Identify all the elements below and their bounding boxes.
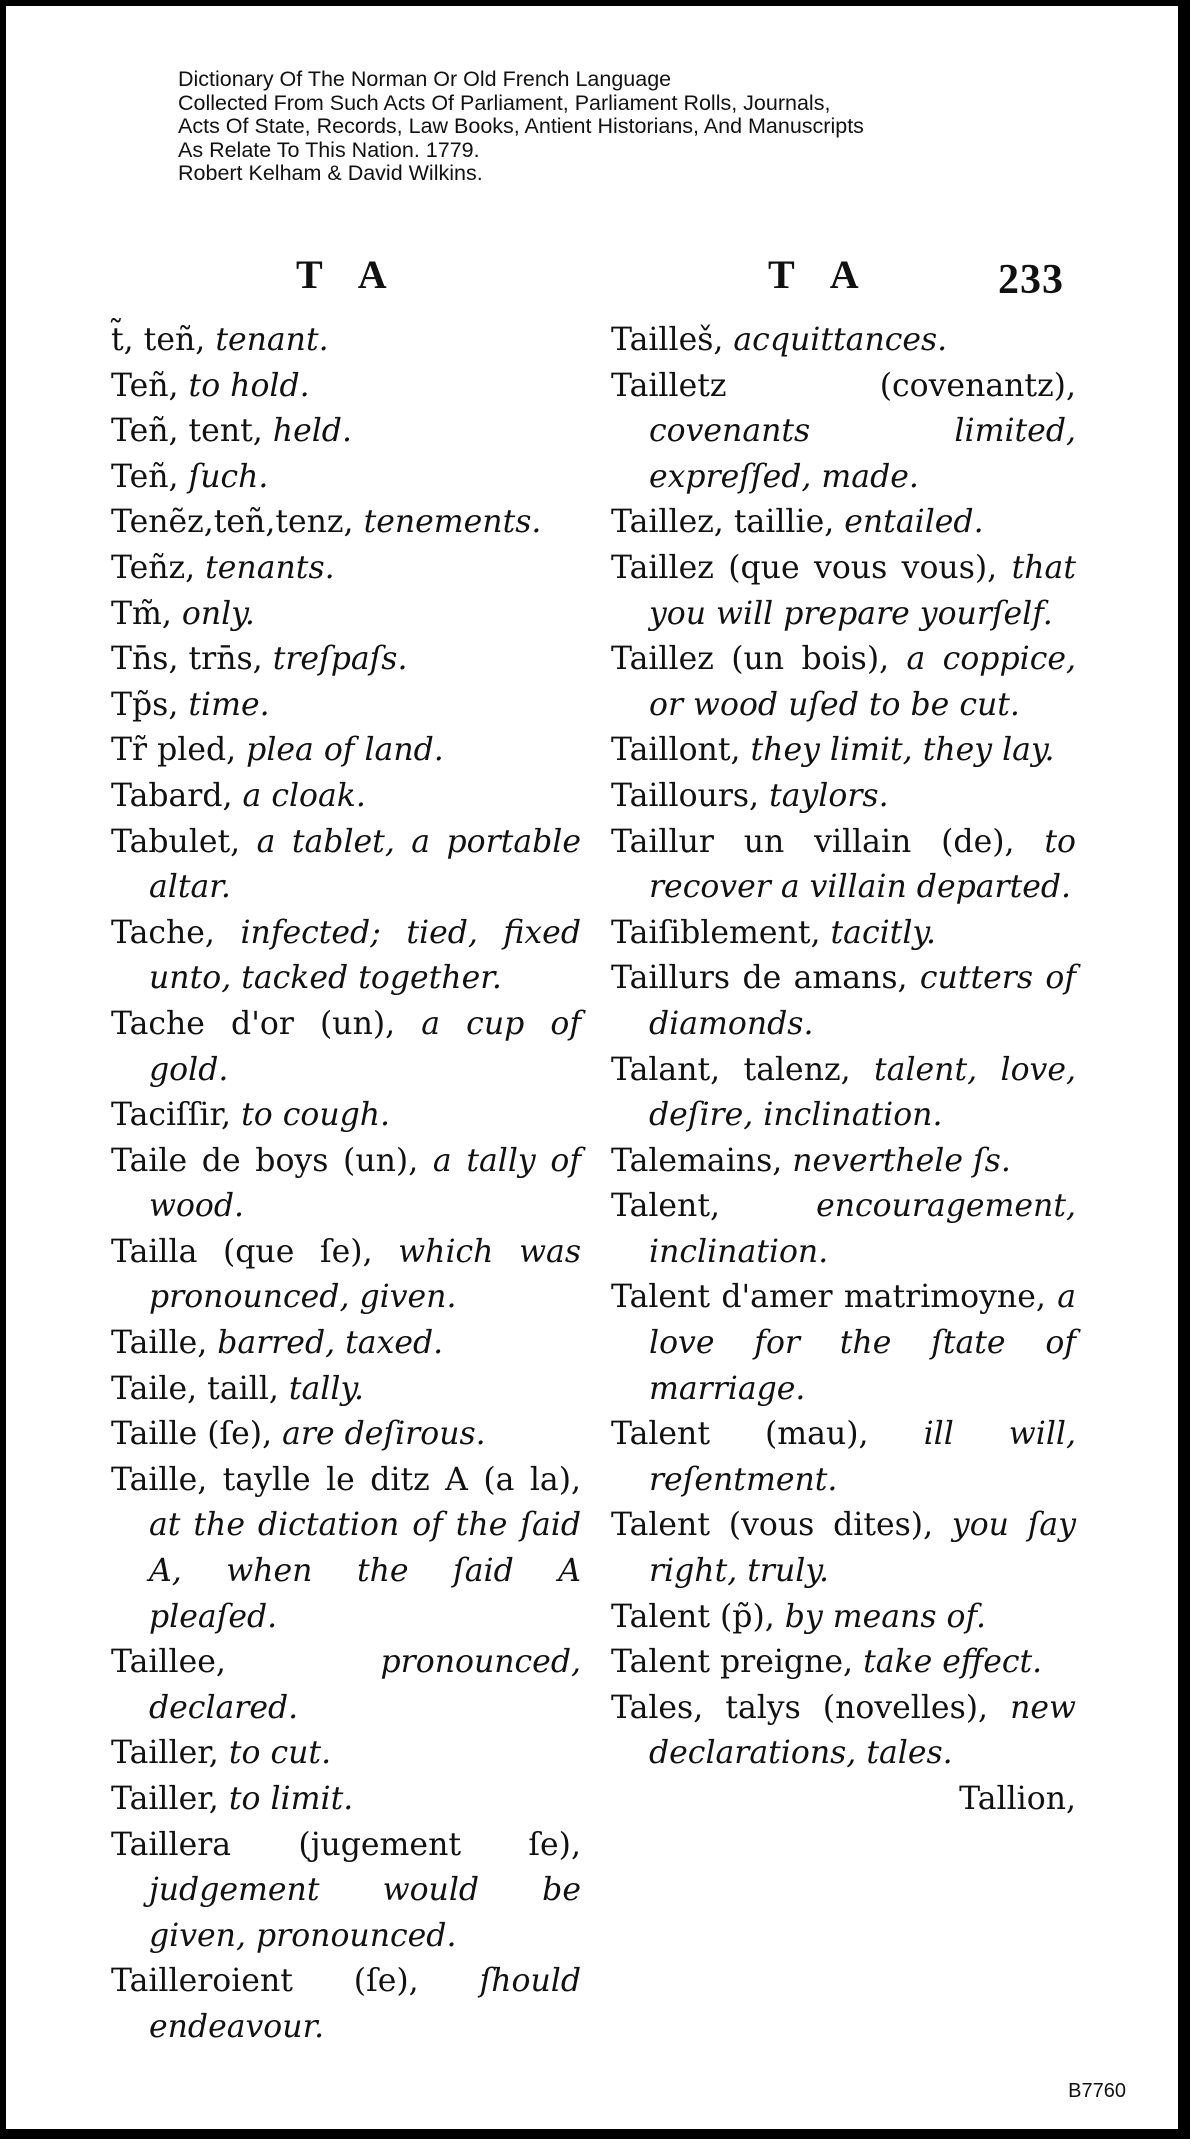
definition: ſuch. <box>188 458 269 495</box>
definition: tenant. <box>215 322 329 358</box>
dictionary-entry <box>111 318 581 364</box>
headword: Tp̃s, <box>111 686 189 723</box>
definition: ſhould endeavour. <box>149 1963 581 2045</box>
dictionary-entry <box>111 500 581 546</box>
definition: tacitly. <box>830 914 937 951</box>
headword: Tache, <box>111 914 241 951</box>
definition: neverthele ſs. <box>792 1142 1011 1179</box>
source-caption <box>178 68 864 186</box>
definition: at the dictation of the ſaid A, when the ſaid A pleaſed. <box>149 1507 581 1635</box>
definition: pronounced, declared. <box>149 1644 581 1726</box>
headword: Taile, taill, <box>111 1370 289 1407</box>
headword: Talent preigne, <box>611 1644 864 1681</box>
left-running-head: T A <box>296 252 401 297</box>
definition: time. <box>188 686 270 723</box>
dictionary-entry <box>611 911 1076 957</box>
headword: Tenẽz,teñ,tenz, <box>111 504 364 541</box>
dictionary-entry <box>611 774 1076 820</box>
dictionary-entry <box>611 1139 1076 1185</box>
dictionary-entry <box>111 1640 581 1731</box>
dictionary-entry <box>111 683 581 729</box>
definition: to cough. <box>241 1097 391 1134</box>
headword: Tailla (que ſe), <box>111 1233 399 1270</box>
right-column <box>611 318 1076 1823</box>
dictionary-entry <box>111 1458 581 1640</box>
definition: a coppice, or wood uſed to be cut. <box>649 641 1076 723</box>
dictionary-entry <box>111 1731 581 1777</box>
dictionary-entry <box>111 546 581 592</box>
dictionary-entry <box>611 500 1076 546</box>
definition: a tally of wood. <box>149 1142 581 1225</box>
dictionary-entry <box>611 1184 1076 1275</box>
definition: by means of. <box>784 1598 987 1635</box>
definition: barred, taxed. <box>217 1325 444 1362</box>
headword: Tabulet, <box>111 823 257 860</box>
headword: Talent d'amer matrimoyne, <box>611 1279 1058 1316</box>
headword: Taillez (que vous vous), <box>611 549 1012 586</box>
headword: Tabard, <box>111 777 243 814</box>
dictionary-entry <box>111 1230 581 1321</box>
definition: encouragement, inclination. <box>649 1188 1076 1270</box>
definition: tenants. <box>205 549 335 586</box>
dictionary-entry <box>111 592 581 638</box>
headword: Tailler, <box>111 1735 229 1772</box>
page-frame <box>6 6 1178 2129</box>
headword: Teñ, tent, <box>111 413 273 450</box>
dictionary-entry <box>611 1275 1076 1412</box>
headword: Tailleš, <box>611 322 734 358</box>
dictionary-entry <box>111 1959 581 2050</box>
definition: a cloak. <box>242 777 366 814</box>
definition: to recover a villain departed. <box>649 823 1076 906</box>
definition: cutters of diamonds. <box>649 960 1076 1042</box>
definition: they limit, they lay. <box>750 732 1055 769</box>
dictionary-entry <box>611 820 1076 911</box>
dictionary-entry <box>611 728 1076 774</box>
dictionary-entry <box>111 1093 581 1139</box>
headword: Tailletz (covenantz), <box>611 367 1076 404</box>
headword: Taillont, <box>611 732 751 769</box>
dictionary-entry <box>611 318 1076 364</box>
headword: Taillurs de amans, <box>611 960 920 997</box>
dictionary-entry <box>611 1595 1076 1641</box>
definition: take effect. <box>863 1644 1043 1681</box>
definition: you ſay right, truly. <box>649 1507 1077 1590</box>
headword: t̃, teñ, <box>111 322 216 358</box>
dictionary-entry <box>111 1823 581 1960</box>
dictionary-entry <box>611 956 1076 1047</box>
caption-line: Acts Of State, Records, Law Books, Antient Historians, And Manuscripts <box>178 114 864 138</box>
definition: talent, love, deſire, inclination. <box>649 1051 1076 1134</box>
definition: which was pronounced, given. <box>149 1233 581 1316</box>
headword: Tailler, <box>111 1781 229 1817</box>
definition: a tablet, a portable altar. <box>149 823 581 906</box>
headword: Teñz, <box>111 549 206 586</box>
headword: Tache d'or (un), <box>111 1005 422 1042</box>
headword: Taillur un villain (de), <box>611 823 1045 860</box>
headword: Taillours, <box>611 777 770 814</box>
headword: Tm̃, <box>111 595 182 632</box>
definition: to cut. <box>228 1735 332 1772</box>
dictionary-entry <box>111 637 581 683</box>
definition: entailed. <box>844 504 984 541</box>
headword: Taile de boys (un), <box>111 1142 433 1179</box>
dictionary-entry <box>111 774 581 820</box>
dictionary-entry <box>111 1412 581 1458</box>
definition: a love for the ſtate of marriage. <box>649 1279 1076 1407</box>
page-number: 233 <box>998 257 1064 303</box>
headword: Talent (mau), <box>611 1416 924 1453</box>
headword: Teñ, <box>111 367 189 404</box>
definition: plea of land. <box>246 732 444 769</box>
right-running-head: T A <box>768 252 873 297</box>
caption-line: Dictionary Of The Norman Or Old French Language <box>178 67 672 91</box>
headword: Taillera (jugement ſe), <box>111 1826 581 1863</box>
dictionary-entry <box>611 1048 1076 1139</box>
dictionary-entry <box>111 455 581 501</box>
catchword: Tallion, <box>959 1781 1076 1817</box>
dictionary-entry <box>611 1412 1076 1503</box>
archive-stamp: B7760 <box>1068 2080 1126 2102</box>
definition: a cup of gold. <box>149 1005 582 1088</box>
caption-line: Collected From Such Acts Of Parliament, Parliament Rolls, Journals, <box>178 90 831 115</box>
dictionary-entry <box>111 1139 581 1230</box>
headword: Talent (p̃), <box>611 1598 785 1635</box>
headword: Taillee, <box>111 1644 381 1681</box>
headword: Tailleroient (ſe), <box>111 1963 480 2000</box>
left-column <box>111 318 581 2051</box>
dictionary-entry <box>111 1367 581 1413</box>
headword: Talemains, <box>611 1142 793 1179</box>
dictionary-entry <box>611 637 1076 728</box>
definition: held. <box>272 413 352 450</box>
headword: Talent (vous dites), <box>611 1507 952 1544</box>
definition: tenements. <box>363 504 542 541</box>
headword: Taillez (un bois), <box>611 641 907 678</box>
headword: Tr̃ pled, <box>111 732 247 769</box>
definition: acquittances. <box>733 322 948 358</box>
headword: Taille, taylle le ditz A (a la), <box>111 1461 581 1498</box>
headword: Tn̄s, trn̄s, <box>111 641 273 678</box>
definition: infected; tied, fixed unto, tacked together. <box>149 914 581 997</box>
definition: only. <box>181 595 255 632</box>
headword: Taillez, taillie, <box>611 504 845 541</box>
definition: that you will prepare yourſelf. <box>649 549 1076 632</box>
dictionary-entry <box>611 1686 1076 1777</box>
dictionary-entry <box>611 1503 1076 1594</box>
headword: Taille (ſe), <box>111 1416 283 1453</box>
definition: judgement would be given, pronounced. <box>149 1872 581 1954</box>
headword: Taciſſir, <box>111 1097 242 1134</box>
dictionary-entry <box>111 1321 581 1367</box>
definition: tally. <box>288 1370 365 1407</box>
definition: to limit. <box>228 1781 354 1817</box>
dictionary-entry <box>611 546 1076 637</box>
dictionary-entry <box>611 364 1076 501</box>
definition: new declarations, tales. <box>649 1689 1076 1772</box>
dictionary-entry <box>611 1640 1076 1686</box>
headword: Talent, <box>611 1188 817 1225</box>
dictionary-entry <box>111 1002 581 1093</box>
headword: Taille, <box>111 1325 218 1362</box>
headword: Teñ, <box>111 458 189 495</box>
definition: are deſirous. <box>282 1416 486 1453</box>
definition: to hold. <box>188 367 310 404</box>
dictionary-entry <box>111 728 581 774</box>
dictionary-entry <box>111 1777 581 1823</box>
definition: covenants limited, expreſſed, made. <box>649 413 1076 495</box>
dictionary-entry <box>111 820 581 911</box>
definition: taylors. <box>769 777 889 814</box>
headword: Tales, talys (novelles), <box>611 1689 1011 1726</box>
caption-line: Robert Kelham & David Wilkins. <box>178 161 483 185</box>
definition: treſpaſs. <box>272 641 408 678</box>
definition: ill will, reſentment. <box>649 1416 1076 1498</box>
headword: Talant, talenz, <box>611 1051 874 1088</box>
dictionary-entry <box>111 911 581 1002</box>
caption-line: As Relate To This Nation. 1779. <box>178 137 480 162</box>
headword: Taiſiblement, <box>611 914 831 951</box>
dictionary-entry <box>111 409 581 455</box>
dictionary-entry <box>111 364 581 410</box>
